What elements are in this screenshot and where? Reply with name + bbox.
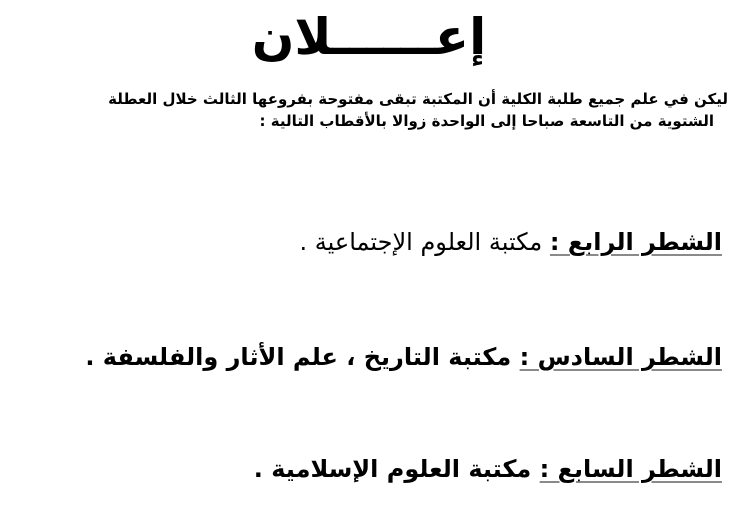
intro-paragraph	[8, 88, 728, 132]
entry-value: مكتبة العلوم الإجتماعية .	[299, 228, 550, 256]
entry-label: الشطر السابع :	[539, 455, 722, 483]
entry-value: مكتبة التاريخ ، علم الأثار والفلسفة .	[85, 343, 520, 371]
entry-label: الشطر الرابع :	[549, 228, 722, 256]
entry-value: مكتبة العلوم الإسلامية .	[253, 455, 540, 483]
page-title: إعــــــلان	[251, 8, 487, 66]
entry-seventh-semester	[10, 452, 722, 486]
entry-sixth-semester	[10, 340, 722, 374]
intro-line-1: ليكن في علم جميع طلبة الكلية أن المكتبة تبقى مفتوحة بفروعها الثالث خلال العطلة	[108, 90, 728, 108]
entry-fourth-semester	[10, 225, 722, 259]
intro-line-2: الشتوية من التاسعة صباحا إلى الواحدة زوالا بالأقطاب التالية :	[259, 112, 714, 130]
entry-label: الشطر السادس :	[519, 343, 722, 371]
